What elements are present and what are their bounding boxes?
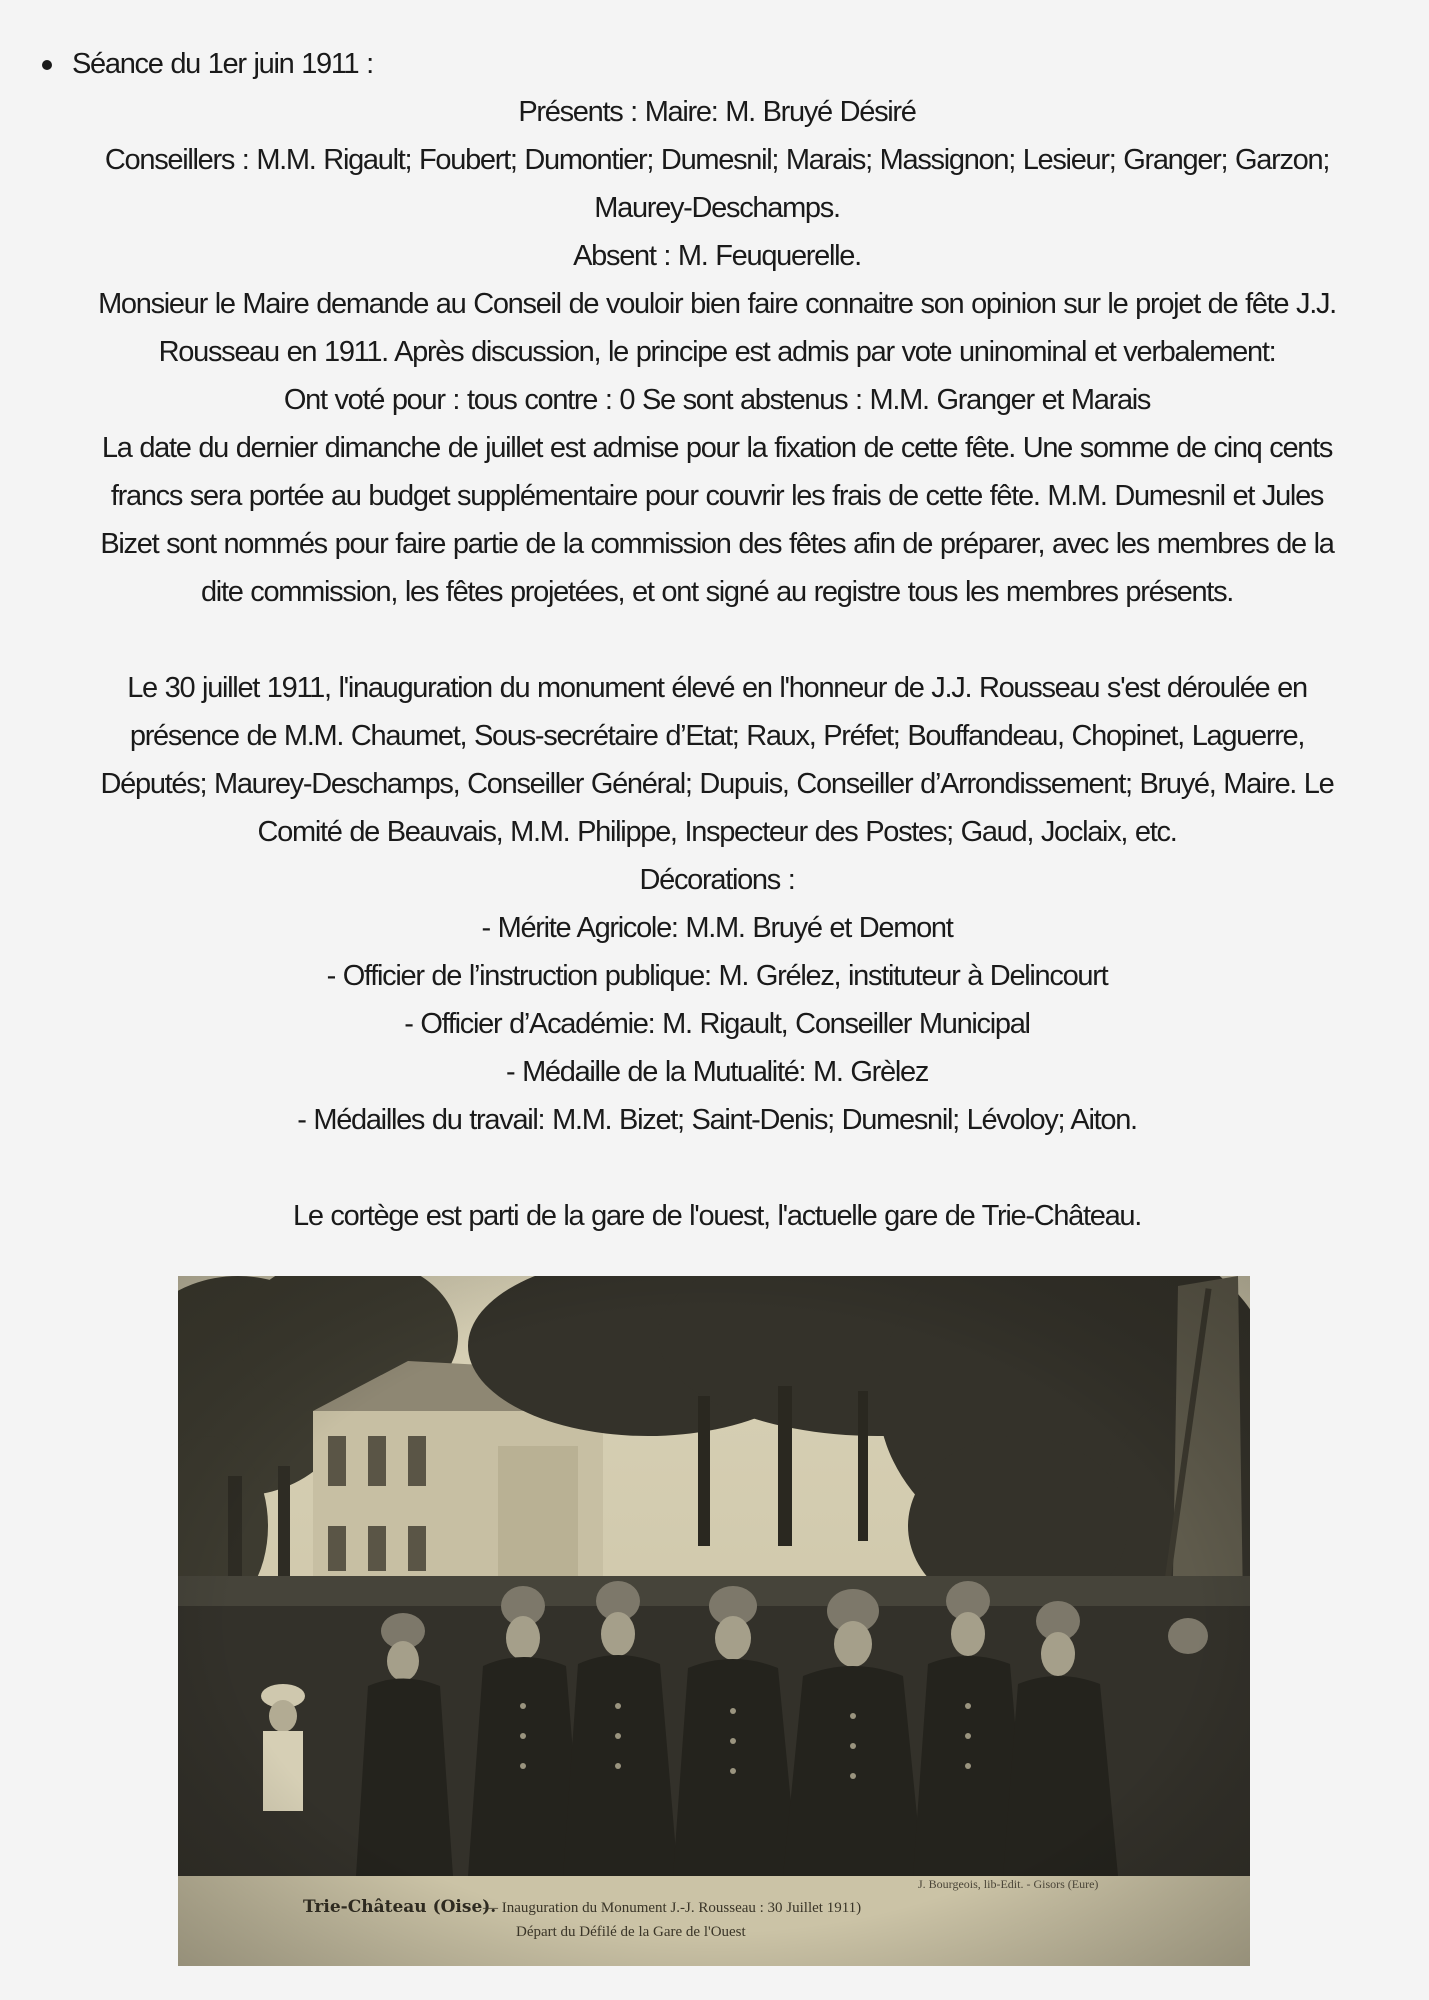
- conseillers-line-2: Maurey-Deschamps.: [594, 192, 840, 224]
- document-body: [22, 40, 1412, 1240]
- seance-heading-text: Séance du 1er juin 1911 :: [72, 48, 373, 80]
- postcard-caption-line-1: — Inauguration du Monument J.-J. Rousseau : 30 Juillet 1911): [483, 1900, 862, 1916]
- inauguration-line-4: Comité de Beauvais, M.M. Philippe, Inspecteur des Postes; Gaud, Joclaix, etc.: [257, 816, 1177, 848]
- decoration-item: - Médailles du travail: M.M. Bizet; Saint-Denis; Dumesnil; Lévoloy; Aiton.: [297, 1104, 1137, 1136]
- paragraph-2-line-3: Bizet sont nommés pour faire partie de la commission des fêtes afin de préparer, avec les membres de la: [100, 528, 1334, 560]
- decoration-item: - Officier d’Académie: M. Rigault, Conseiller Municipal: [404, 1008, 1030, 1040]
- decoration-item: - Officier de l’instruction publique: M. Grélez, instituteur à Delincourt: [326, 960, 1108, 992]
- paragraph-2-line-4: dite commission, les fêtes projetées, et ont signé au registre tous les membres présents.: [200, 576, 1234, 608]
- postcard-photo: [178, 1276, 1250, 1966]
- postcard-publisher: J. Bourgeois, lib-Edit. - Gisors (Eure): [918, 1877, 1099, 1891]
- decoration-item: - Médaille de la Mutualité: M. Grèlez: [505, 1056, 929, 1088]
- inauguration-line-1: Le 30 juillet 1911, l'inauguration du monument élevé en l'honneur de J.J. Rousseau s'est déroulée en: [127, 672, 1307, 704]
- photo-vignette: [178, 1276, 1250, 1966]
- decorations-title: Décorations :: [639, 864, 795, 896]
- paragraph-2-line-2: francs sera portée au budget supplémentaire pour couvrir les frais de cette fête. M.M. Dumesnil et Jules: [110, 480, 1324, 512]
- inauguration-line-2: présence de M.M. Chaumet, Sous-secrétaire d’Etat; Raux, Préfet; Bouffandeau, Chopinet, Laguerre,: [129, 720, 1305, 752]
- postcard-image: [178, 1276, 1250, 1966]
- conseillers-line-1: Conseillers : M.M. Rigault; Foubert; Dumontier; Dumesnil; Marais; Massignon; Lesieur; Granger; Garzon;: [104, 144, 1330, 176]
- cortege-line: Le cortège est parti de la gare de l'ouest, l'actuelle gare de Trie-Château.: [292, 1200, 1141, 1232]
- decoration-item: - Mérite Agricole: M.M. Bruyé et Demont: [481, 912, 953, 944]
- vote-line: Ont voté pour : tous contre : 0 Se sont abstenus : M.M. Granger et Marais: [283, 384, 1151, 416]
- spacer: [22, 1144, 1412, 1192]
- postcard-caption-line-2: Départ du Défilé de la Gare de l'Ouest: [516, 1924, 746, 1940]
- paragraph-1-line-1: Monsieur le Maire demande au Conseil de vouloir bien faire connaitre son opinion sur le projet de fête J.J.: [98, 288, 1336, 320]
- postcard-caption-title: Trie-Château (Oise).: [303, 1897, 497, 1917]
- inauguration-line-3: Députés; Maurey-Deschamps, Conseiller Général; Dupuis, Conseiller d’Arrondissement; Bruyé, Maire. Le: [100, 768, 1334, 800]
- absent-line: Absent : M. Feuquerelle.: [573, 240, 861, 272]
- paragraph-1-line-2: Rousseau en 1911. Après discussion, le principe est admis par vote uninominal et verbalement:: [158, 336, 1276, 368]
- presents-line: Présents : Maire: M. Bruyé Désiré: [518, 96, 916, 128]
- bullet-icon: [42, 60, 52, 70]
- paragraph-2-line-1: La date du dernier dimanche de juillet est admise pour la fixation de cette fête. Une somme de cinq cents: [101, 432, 1333, 464]
- seance-heading: [22, 40, 1412, 88]
- spacer: [22, 616, 1412, 664]
